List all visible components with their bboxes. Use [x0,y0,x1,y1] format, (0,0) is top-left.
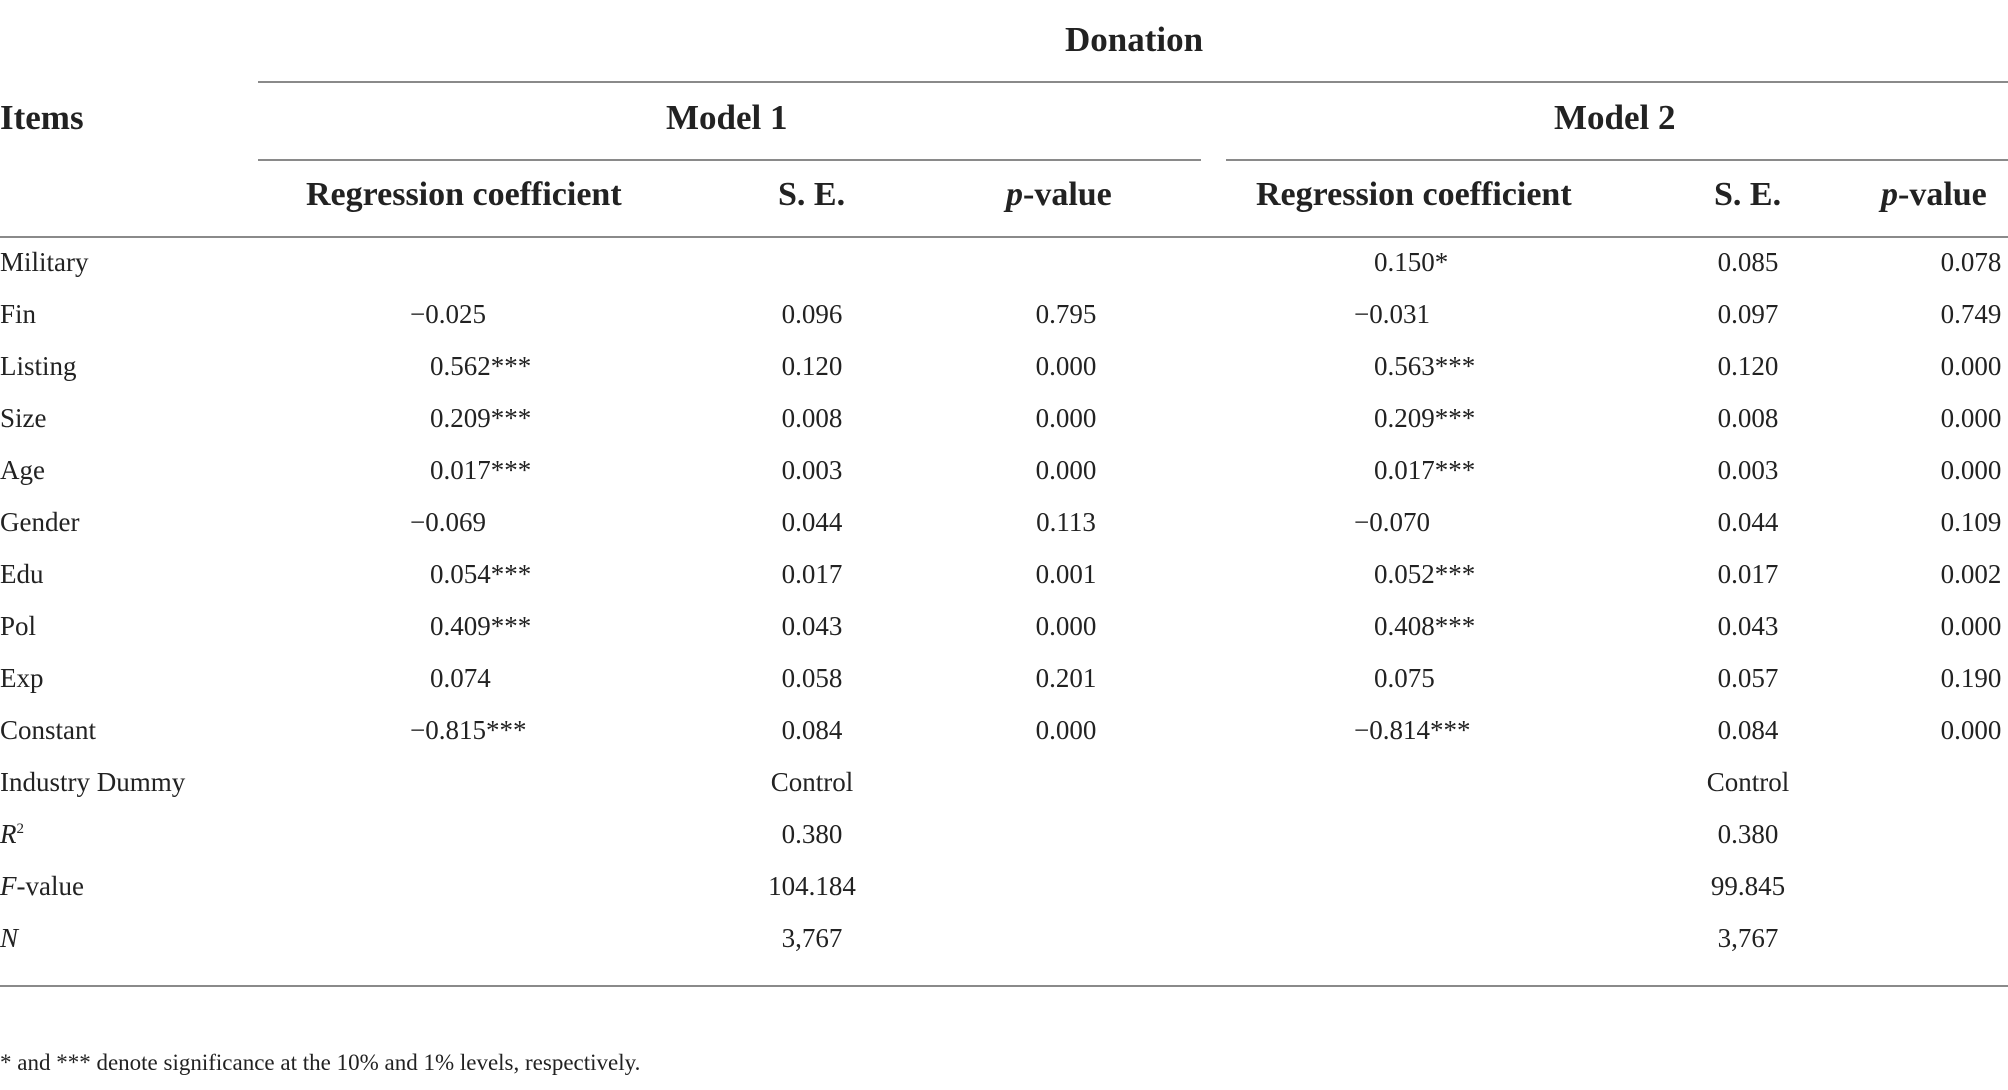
n-row: N 3,767 3,767 [0,923,1779,953]
table-row: Edu 0.054*** 0.017 0.001 0.052*** 0.017 0.002 [0,559,2002,589]
r-squared-row: $R^2$ 0.380 0.380 [0,819,1779,849]
m2-se-header: S. E. [1714,176,1782,213]
donation-header: Donation [1065,20,1204,59]
table-bottom-rule [0,985,2008,987]
table-row: Constant −0.815*** 0.084 0.000 −0.814*** 0.084 0.000 [0,715,2002,745]
table-row: Size 0.209*** 0.008 0.000 0.209*** 0.008 0.000 [0,403,2002,433]
table-footnote: * and *** denote significance at the 10% and 1% levels, respectively. [0,1050,641,1075]
m2-p-header: p-value [1881,176,1987,213]
items-header: Items [0,98,84,137]
f-value-row: F-value 104.184 99.845 [0,871,1786,901]
model1-underline [258,159,1201,161]
model2-underline [1226,159,2008,161]
model2-header: Model 2 [1554,98,1676,137]
model1-header: Model 1 [666,98,788,137]
table-row: Pol 0.409*** 0.043 0.000 0.408*** 0.043 0.000 [0,611,2002,641]
donation-underline [258,81,2008,83]
table-row: Exp 0.074 0.058 0.201 0.075 0.057 0.190 [0,663,2002,693]
m1-p-header: p-value [1006,176,1112,213]
table-row: Age 0.017*** 0.003 0.000 0.017*** 0.003 0.000 [0,455,2002,485]
m2-coef-header: Regression coefficient [1256,176,1572,213]
table-row: Military 0.150* 0.085 0.078 [0,247,2002,277]
m1-se-header: S. E. [778,176,846,213]
table-row: Listing 0.562*** 0.120 0.000 0.563*** 0.120 0.000 [0,351,2002,381]
table-row: Gender −0.069 0.044 0.113 −0.070 0.044 0.109 [0,507,2002,537]
m1-coef-header: Regression coefficient [306,176,622,213]
industry-dummy-row: Industry Dummy Control Control [0,767,1790,797]
table-row: Fin −0.025 0.096 0.795 −0.031 0.097 0.749 [0,299,2002,329]
